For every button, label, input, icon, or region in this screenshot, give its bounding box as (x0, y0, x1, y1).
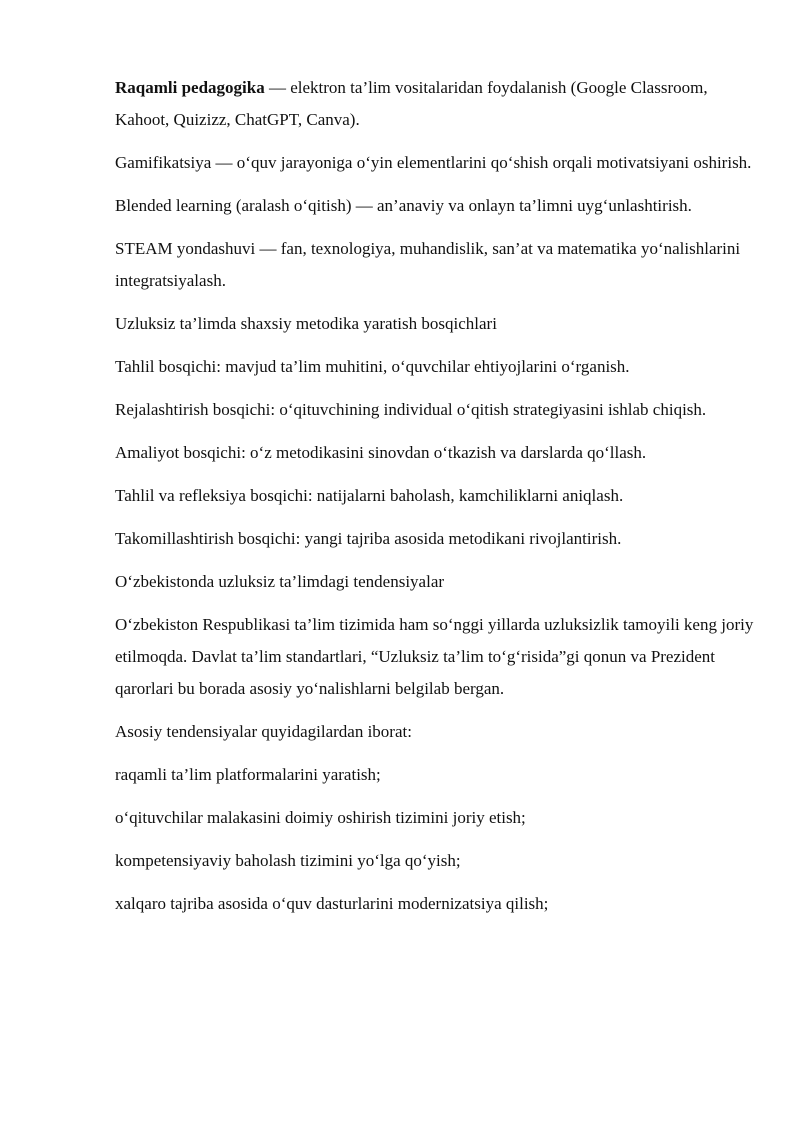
paragraph-analysis-stage: Tahlil bosqichi: mavjud ta’lim muhitini, o‘quvchilar ehtiyojlarini o‘rganish. (115, 357, 630, 376)
paragraph-steam: STEAM yondashuvi — fan, texnologiya, muhandislik, san’at va matematika yo‘nalishlarini integratsiyalash. (115, 239, 741, 290)
document-body (115, 72, 755, 931)
definition-digital-pedagogy: — elektron ta’lim vositalaridan foydalanish (Google Classroom, Kahoot, Quizizz, ChatGPT, Canva). (115, 78, 708, 129)
paragraph-improvement-stage: Takomillashtirish bosqichi: yangi tajriba asosida metodikani rivojlantirish. (115, 529, 622, 548)
term-digital-pedagogy: Raqamli pedagogika (115, 78, 265, 97)
paragraph-reflection-stage: Tahlil va refleksiya bosqichi: natijalarni baholash, kamchiliklarni aniqlash. (115, 486, 624, 505)
paragraph-uzbekistan-intro: O‘zbekiston Respublikasi ta’lim tizimida ham so‘nggi yillarda uzluksizlik tamoyili keng joriy etilmoqda. Davlat ta’lim standartlari, “Uzluksiz ta’lim to‘g‘risida”gi qonun va Prezident qarorlari bu borada asosiy yo‘nalishlarni belgilab bergan. (115, 615, 754, 698)
paragraph-practice-stage: Amaliyot bosqichi: o‘z metodikasini sinovdan o‘tkazish va darslarda qo‘llash. (115, 443, 647, 462)
paragraph-gamification: Gamifikatsiya — o‘quv jarayoniga o‘yin elementlarini qo‘shish orqali motivatsiyani oshirish. (115, 153, 752, 172)
paragraph-digital-pedagogy (115, 72, 755, 136)
list-item: kompetensiyaviy baholash tizimini yo‘lga qo‘yish; (115, 851, 461, 870)
list-item: raqamli ta’lim platformalarini yaratish; (115, 765, 381, 784)
list-item: xalqaro tajriba asosida o‘quv dasturlarini modernizatsiya qilish; (115, 894, 549, 913)
section-heading-methodology-stages: Uzluksiz ta’limda shaxsiy metodika yaratish bosqichlari (115, 314, 497, 333)
section-heading-uzbekistan-trends: O‘zbekistonda uzluksiz ta’limdagi tendensiyalar (115, 572, 445, 591)
paragraph-main-trends: Asosiy tendensiyalar quyidagilardan iborat: (115, 722, 412, 741)
list-item: o‘qituvchilar malakasini doimiy oshirish tizimini joriy etish; (115, 808, 526, 827)
paragraph-blended-learning: Blended learning (aralash o‘qitish) — an’anaviy va onlayn ta’limni uyg‘unlashtirish. (115, 196, 692, 215)
paragraph-planning-stage: Rejalashtirish bosqichi: o‘qituvchining individual o‘qitish strategiyasini ishlab chiqish. (115, 400, 707, 419)
